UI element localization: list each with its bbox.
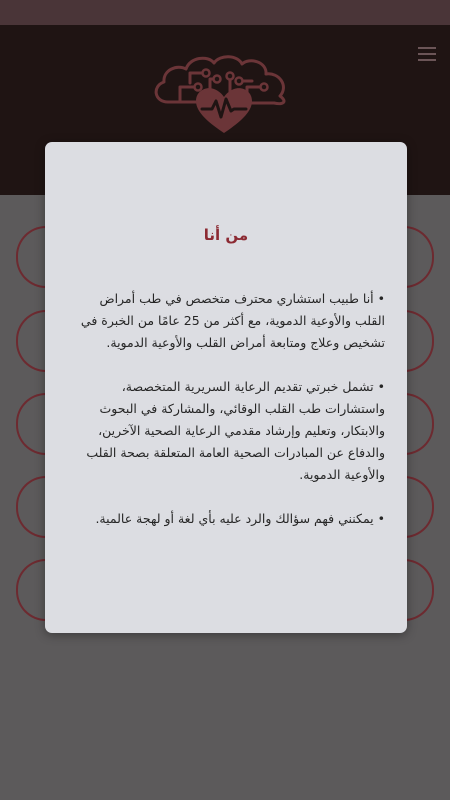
list-item-right-edge[interactable] [404,226,434,288]
list-item-left-edge[interactable] [16,393,46,455]
status-bar [0,0,450,25]
brain-circuit-heart-icon [150,53,298,135]
list-item-left-edge[interactable] [16,310,46,372]
about-paragraph: • أنا طبيب استشاري محترف متخصص في طب أمراض القلب والأوعية الدموية، مع أكثر من 25 عامًا من الخبرة في تشخيص وعلاج ومتابعة أمراض القلب والأوعية الدموية. [80,291,385,350]
about-me-dialog [45,142,407,633]
list-item-right-edge[interactable] [404,393,434,455]
list-item-left-edge[interactable] [16,476,46,538]
about-paragraph: • تشمل خبرتي تقديم الرعاية السريرية المتخصصة، واستشارات طب القلب الوقائي، والمشاركة في البحوث والابتكار، وتعليم وإرشاد مقدمي الرعاية الصحية الآخرين، والدفاع عن المبادرات الصحية العامة المتعلقة بصحة القلب والأوعية الدموية. [86,379,385,482]
hamburger-menu-icon[interactable] [418,47,436,63]
list-item-right-edge[interactable] [404,310,434,372]
list-item-left-edge[interactable] [16,559,46,621]
list-item-right-edge[interactable] [404,559,434,621]
dialog-content [73,288,385,552]
list-item-right-edge[interactable] [404,476,434,538]
dialog-title: من أنا [203,226,249,244]
about-paragraph: • يمكنني فهم سؤالك والرد عليه بأي لغة أو لهجة عالمية. [95,511,385,526]
list-item-left-edge[interactable] [16,226,46,288]
